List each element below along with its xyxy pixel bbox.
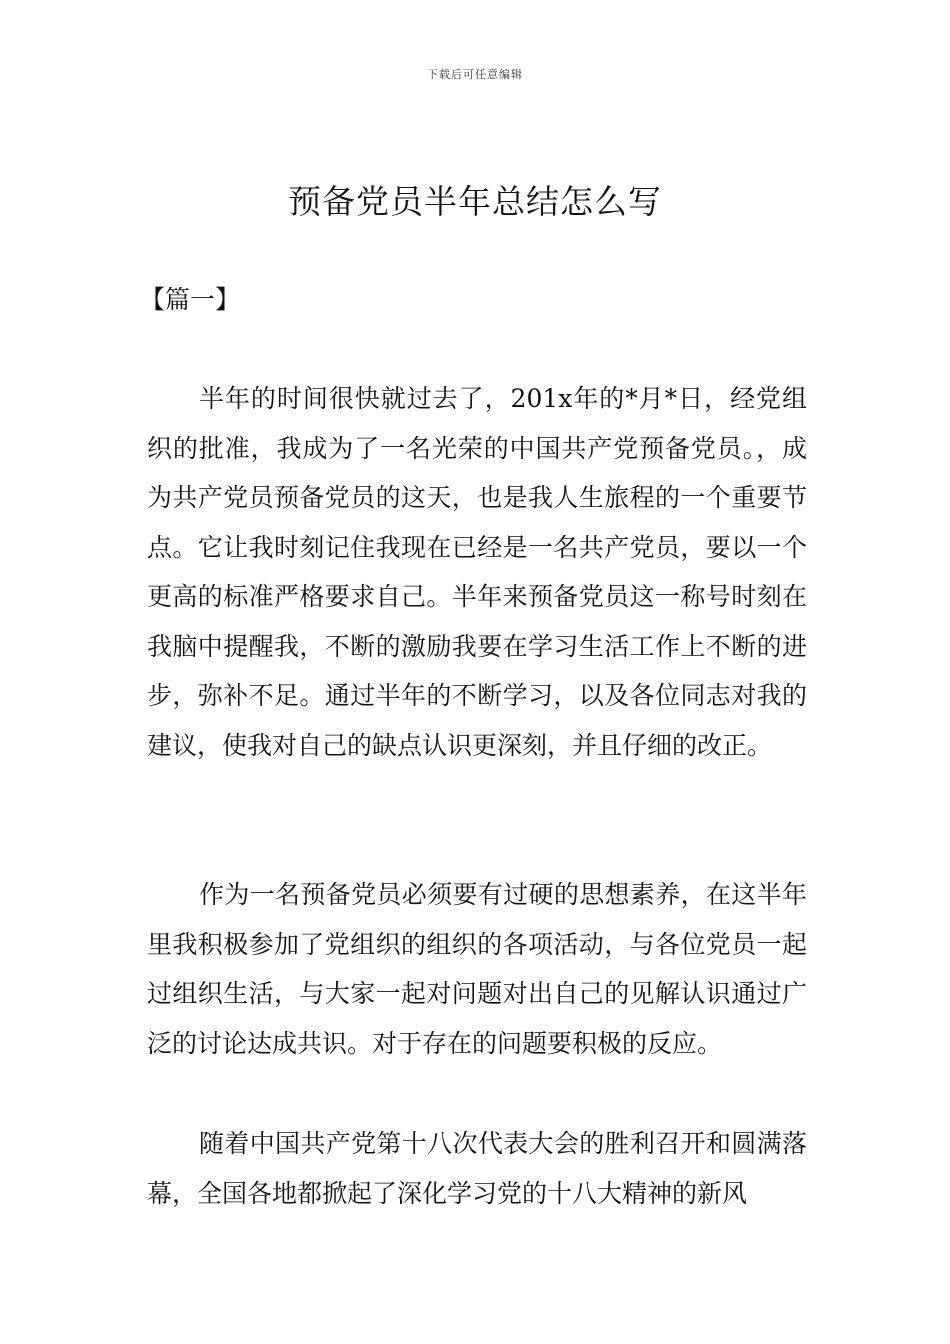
- body-paragraph: 作为一名预备党员必须要有过硬的思想素养，在这半年里我积极参加了党组织的组织的各项活动，与各位党员一起过组织生活，与大家一起对问题对出自己的见解认识通过广泛的讨论达成共识。对于存在的问题要积极的反应。: [147, 880, 807, 1058]
- body-paragraph: 随着中国共产党第十八次代表大会的胜利召开和圆满落幕，全国各地都掀起了深化学习党的十八大精神的新风: [147, 1129, 807, 1208]
- section-label: 【篇一】: [140, 285, 241, 314]
- body-paragraph: 半年的时间很快就过去了，201x年的*月*日，经党组织的批准，我成为了一名光荣的中国共产党预备党员。，成为共产党员预备党员的这天，也是我人生旅程的一个重要节点。它让我时刻记住我现在已经是一名共产党员，要以一个更高的标准严格要求自己。半年来预备党员这一称号时刻在我脑中提醒我，不断的激励我要在学习生活工作上不断的进步，弥补不足。通过半年的不断学习，以及各位同志对我的建议，使我对自己的缺点认识更深刻，并且仔细的改正。: [147, 384, 807, 760]
- document-title: 预备党员半年总结怎么写: [288, 182, 662, 221]
- page-header-note: 下载后可任意编辑: [427, 68, 523, 81]
